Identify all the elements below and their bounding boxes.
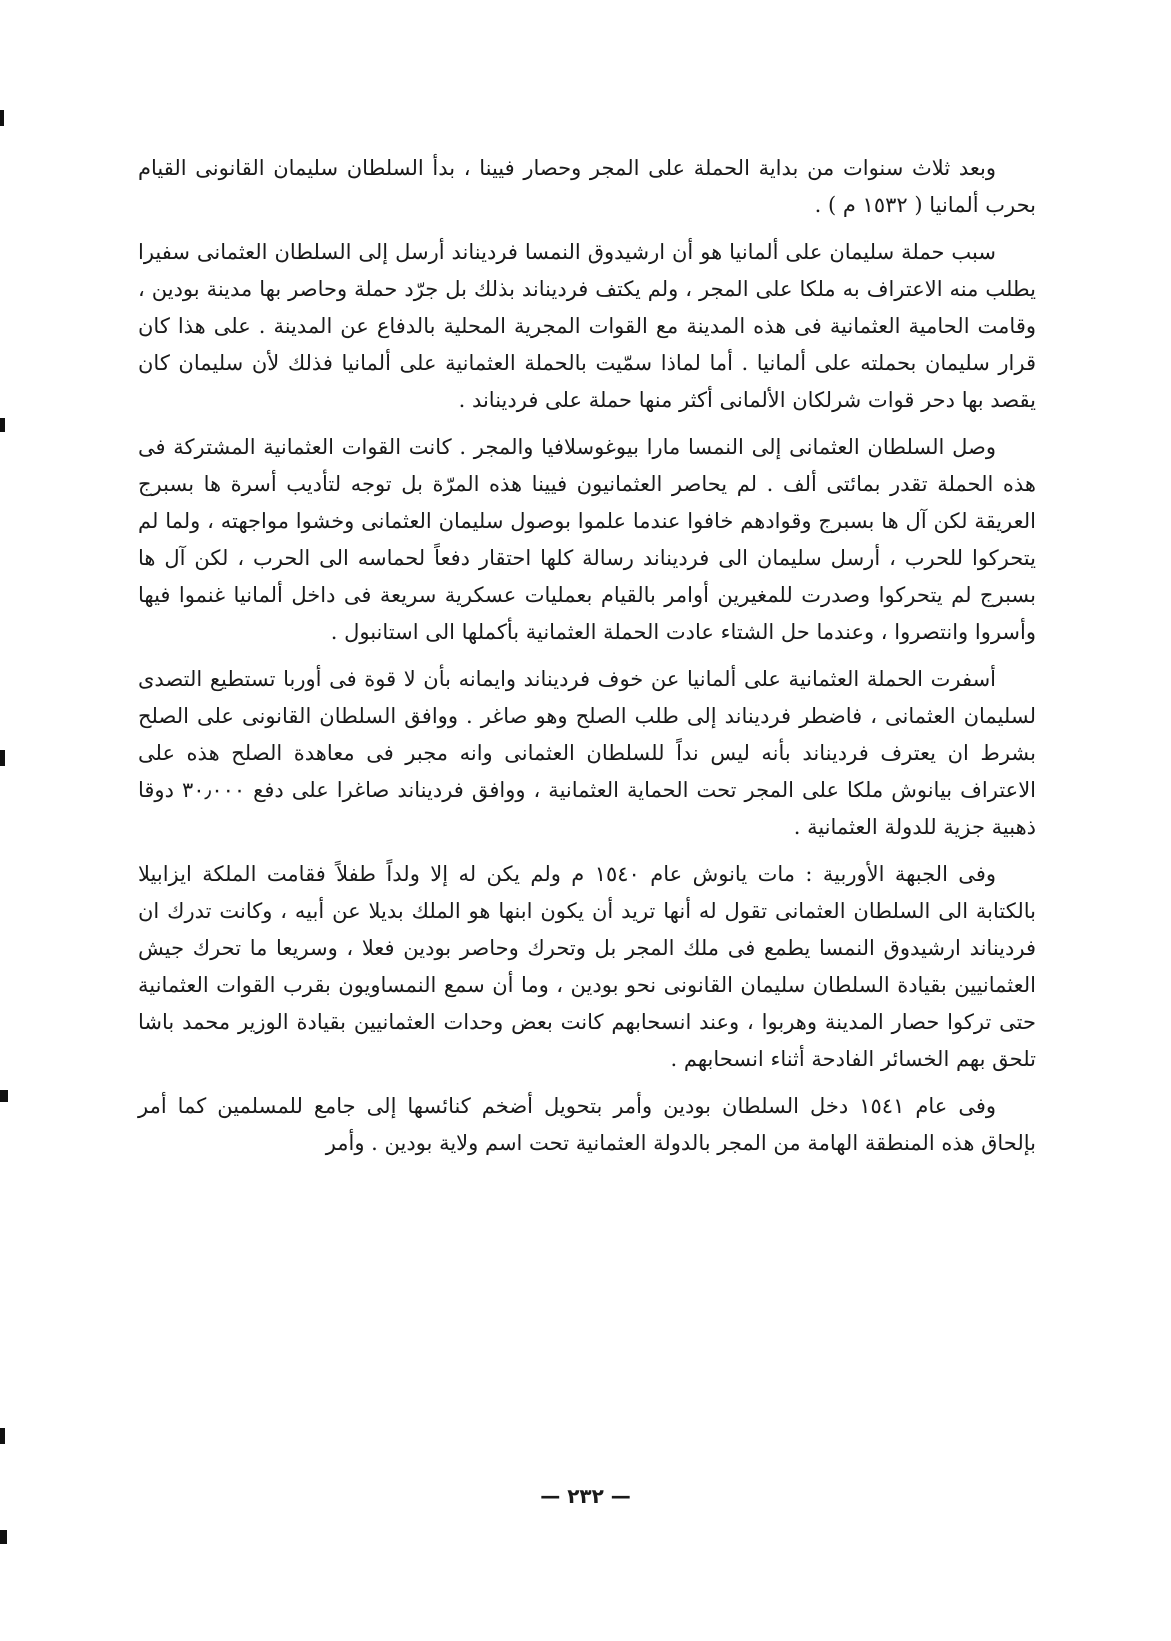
scan-edge-mark [0, 1428, 5, 1444]
scan-edge-mark [0, 418, 5, 432]
page-number: — ٢٣٢ — [540, 1484, 631, 1508]
paragraph: وصل السلطان العثمانى إلى النمسا مارا بيوغوسلافيا والمجر . كانت القوات العثمانية المشتركة فى هذه الحملة تقدر بمائتى ألف . لم يحاصر العثمانيون فيينا هذه المرّة بل توجه لتأديب أسرة ها بسبرج العريقة لكن آل ها بسبرج وقوادهم خافوا عندما علموا بوصول سليمان العثمانى وخشوا مواجهته ، ولما لم يتحركوا للحرب ، أرسل سليمان الى فرديناند رسالة كلها احتقار دفعاً لحماسه الى الحرب ، لكن آل ها بسبرج لم يتحركوا وصدرت للمغيرين أوامر بالقيام بعمليات عسكرية سريعة فى داخل ألمانيا غنموا فيها وأسروا وانتصروا ، وعندما حل الشتاء عادت الحملة العثمانية بأكملها الى استانبول . [138, 435, 1036, 644]
paragraph: أسفرت الحملة العثمانية على ألمانيا عن خوف فرديناند وايمانه بأن لا قوة فى أوربا تستطيع التصدى لسليمان العثمانى ، فاضطر فرديناند إلى طلب الصلح وهو صاغر . ووافق السلطان القانونى على الصلح بشرط ان يعترف فرديناند بأنه ليس نداً للسلطان العثمانى وانه مجبر فى معاهدة الصلح هذه على الاعتراف بيانوش ملكا على المجر تحت الحماية العثمانية ، ووافق فرديناند صاغرا على دفع ٣٠٫٠٠٠ دوقا ذهبية جزية للدولة العثمانية . [138, 667, 1037, 839]
scan-edge-mark [0, 1090, 8, 1102]
scan-edge-mark [0, 1530, 7, 1544]
scan-edge-mark [0, 110, 4, 126]
body-text [138, 150, 1036, 1172]
paragraph: سبب حملة سليمان على ألمانيا هو أن ارشيدوق النمسا فردیناند أرسل إلى السلطان العثمانى سفيرا يطلب منه الاعتراف به ملكا على المجر ، ولم يكتف فرديناند بذلك بل جرّد حملة وحاصر بها مدينة بودين ، وقامت الحامية العثمانية فى هذه المدينة مع القوات المجرية المحلية بالدفاع عن المدينة . على هذا كان قرار سليمان بحملته على ألمانيا . أما لماذا سمّيت بالحملة العثمانية على ألمانيا فذلك لأن سليمان كان يقصد بها دحر قوات شرلكان الألمانى أكثر منها حملة على فرديناند . [138, 240, 1036, 412]
paragraph: وفى عام ١٥٤١ دخل السلطان بودين وأمر بتحويل أضخم كنائسها إلى جامع للمسلمين كما أمر بإلحاق هذه المنطقة الهامة من المجر بالدولة العثمانية تحت اسم ولاية بودين . وأمر [138, 1094, 1036, 1155]
paragraph: وبعد ثلاث سنوات من بداية الحملة على المجر وحصار فيينا ، بدأ السلطان سليمان القانونى القيام بحرب ألمانيا ( ١٥٣٢ م ) . [138, 156, 1036, 217]
scan-edge-mark [0, 750, 5, 766]
paragraph: وفى الجبهة الأوربية : مات يانوش عام ١٥٤٠ م ولم يكن له إلا ولداً طفلاً فقامت الملكة ايزابيلا بالكتابة الى السلطان العثمانى تقول له أنها تريد أن يكون ابنها هو الملك بديلا عن أبيه ، وكانت تدرك ان فرديناند ارشيدوق النمسا يطمع فى ملك المجر بل وتحرك وحاصر بودين فعلا ، وسريعا ما تحرك جيش العثمانيين بقيادة السلطان سليمان القانونى نحو بودين ، وما أن سمع النمساويون بقرب القوات العثمانية حتى تركوا حصار المدينة وهربوا ، وعند انسحابهم كانت بعض وحدات العثمانيين بقيادة الوزير محمد باشا تلحق بهم الخسائر الفادحة أثناء انسحابهم . [138, 862, 1036, 1071]
